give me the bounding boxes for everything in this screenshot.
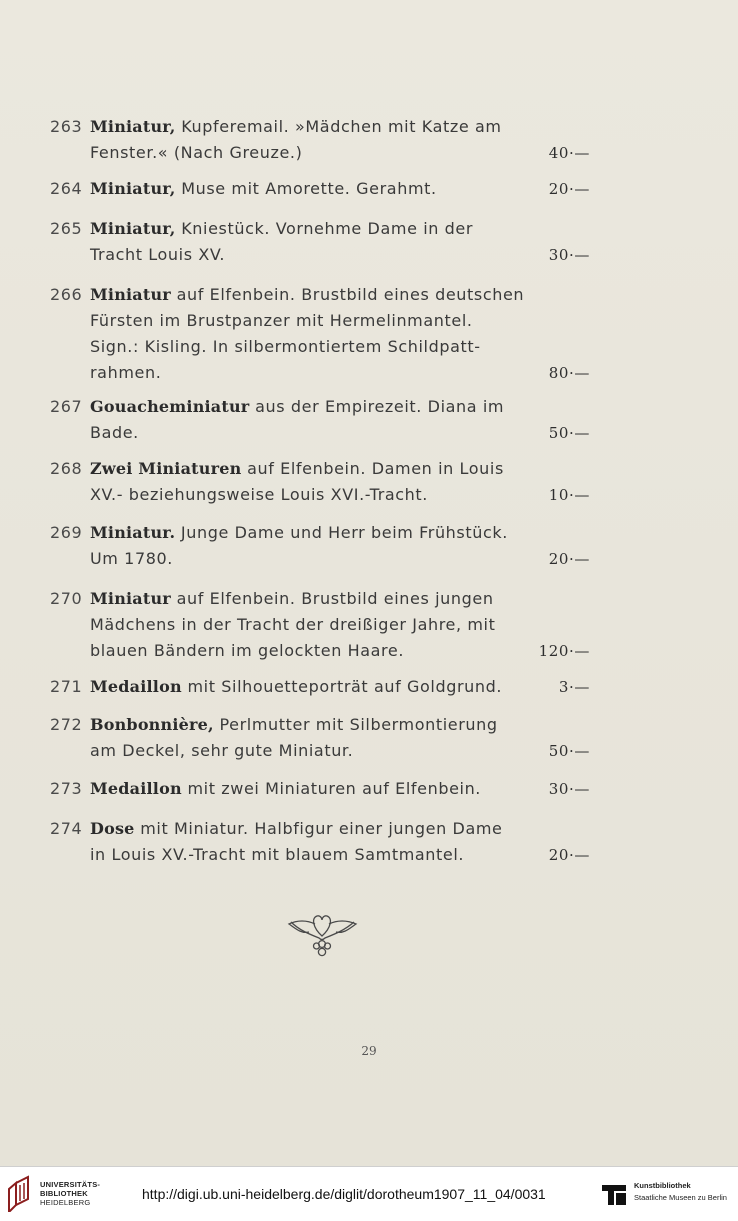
logo-right-line-2: Staatliche Museen zu Berlin [634, 1193, 727, 1202]
lot-description: Tracht Louis XV. [90, 245, 226, 264]
lot-description: XV.- beziehungsweise Louis XVI.-Tracht. [90, 485, 428, 504]
catalog-entry [50, 176, 590, 202]
lot-price: 40·— [548, 144, 590, 162]
lot-price: 20·— [548, 846, 590, 864]
lot-title: Miniatur [90, 589, 171, 608]
lot-description: mit Silhouetteporträt auf Goldgrund. [187, 677, 503, 696]
lot-number: 267 [50, 397, 83, 416]
catalog-entry [50, 712, 590, 764]
lot-number: 266 [50, 285, 83, 304]
entry-line [50, 176, 590, 202]
lot-description: mit Miniatur. Halbfigur einer jungen Dame [140, 819, 503, 838]
lot-description: in Louis XV.-Tracht mit blauem Samtmantel. [90, 845, 465, 864]
entry-text [90, 712, 498, 738]
catalog-entry [50, 394, 590, 446]
entry-line [50, 394, 590, 420]
lot-title: Miniatur. [90, 523, 176, 542]
entry-line [50, 638, 590, 664]
catalog-entry [50, 114, 590, 166]
catalog-entry [50, 776, 590, 802]
page-number: 29 [361, 1044, 377, 1058]
lot-description: auf Elfenbein. Damen in Louis [247, 459, 504, 478]
lot-price: 120·— [538, 642, 590, 660]
library-logo-icon [6, 1175, 36, 1213]
logo-right-line-1: Kunstbibliothek [634, 1181, 691, 1190]
entry-line [50, 712, 590, 738]
entry-line [50, 842, 590, 868]
logo-line-2: BIBLIOTHEK [40, 1189, 88, 1198]
lot-title: Bonbonnière, [90, 715, 214, 734]
entry-text [90, 586, 494, 612]
lot-description: Fenster.« (Nach Greuze.) [90, 143, 303, 162]
lot-number: 268 [50, 459, 83, 478]
entry-text [90, 520, 508, 546]
lot-description: rahmen. [90, 363, 162, 382]
lot-title: Miniatur [90, 285, 171, 304]
lot-description: Bade. [90, 423, 139, 442]
entry-line [50, 612, 590, 638]
museum-logo-icon [600, 1181, 628, 1209]
lot-description: Um 1780. [90, 549, 173, 568]
catalog-entry [50, 816, 590, 868]
source-url-link[interactable]: http://digi.ub.uni-heidelberg.de/diglit/dorotheum1907_11_04/0031 [142, 1186, 546, 1202]
lot-price: 10·— [548, 486, 590, 504]
entry-line [50, 776, 590, 802]
lot-title: Zwei Miniaturen [90, 459, 242, 478]
lot-description: Mädchens in der Tracht der dreißiger Jahre, mit [90, 615, 496, 634]
heart-ornament-icon [285, 908, 360, 960]
lot-price: 20·— [548, 180, 590, 198]
lot-description: aus der Empirezeit. Diana im [255, 397, 505, 416]
entry-text [90, 674, 502, 700]
lot-description: blauen Bändern im gelockten Haare. [90, 641, 405, 660]
logo-line-3: HEIDELBERG [40, 1198, 91, 1207]
catalog-entry [50, 520, 590, 572]
lot-description: Sign.: Kisling. In silbermontiertem Schildpatt- [90, 337, 481, 356]
entry-line [50, 482, 590, 508]
lot-description: Kniestück. Vornehme Dame in der [181, 219, 474, 238]
lot-price: 80·— [548, 364, 590, 382]
lot-number: 274 [50, 819, 83, 838]
entry-text [90, 456, 504, 482]
lot-title: Miniatur, [90, 117, 176, 136]
entry-line [50, 738, 590, 764]
logo-line-1: UNIVERSITÄTS- [40, 1180, 101, 1189]
lot-title: Miniatur, [90, 219, 176, 238]
lot-description: Junge Dame und Herr beim Frühstück. [180, 523, 508, 542]
lot-description: Fürsten im Brustpanzer mit Hermelinmantel. [90, 311, 473, 330]
catalog-entry [50, 674, 590, 700]
lot-title: Miniatur, [90, 179, 176, 198]
entry-text [90, 282, 524, 308]
lot-description: am Deckel, sehr gute Miniatur. [90, 741, 354, 760]
lot-description: Perlmutter mit Silbermontierung [219, 715, 498, 734]
catalog-entry [50, 456, 590, 508]
entry-line [50, 674, 590, 700]
entry-line [50, 334, 590, 360]
kunstbibliothek-logo[interactable] [600, 1173, 738, 1217]
lot-price: 30·— [548, 246, 590, 264]
lot-number: 273 [50, 779, 83, 798]
lot-title: Medaillon [90, 779, 182, 798]
catalog-entry [50, 282, 590, 386]
lot-title: Dose [90, 819, 135, 838]
entry-line [50, 114, 590, 140]
entry-line [50, 456, 590, 482]
entry-line [50, 360, 590, 386]
lot-price: 30·— [548, 780, 590, 798]
lot-description: Kupferemail. »Mädchen mit Katze am [181, 117, 502, 136]
lot-number: 269 [50, 523, 83, 542]
lot-number: 270 [50, 589, 83, 608]
lot-price: 50·— [548, 742, 590, 760]
footer-bar [0, 1166, 738, 1221]
lot-title: Medaillon [90, 677, 182, 696]
lot-description: Muse mit Amorette. Gerahmt. [181, 179, 437, 198]
lot-number: 265 [50, 219, 83, 238]
lot-number: 271 [50, 677, 83, 696]
lot-price: 50·— [548, 424, 590, 442]
entry-line [50, 140, 590, 166]
entry-text [90, 776, 481, 802]
entry-line [50, 520, 590, 546]
lot-number: 263 [50, 117, 83, 136]
lot-description: mit zwei Miniaturen auf Elfenbein. [187, 779, 481, 798]
catalog-entry [50, 216, 590, 268]
entry-line [50, 420, 590, 446]
ub-heidelberg-logo[interactable] [6, 1175, 126, 1215]
catalog-entry [50, 586, 590, 664]
lot-title: Gouacheminiatur [90, 397, 250, 416]
lot-price: 20·— [548, 550, 590, 568]
lot-description: auf Elfenbein. Brustbild eines jungen [176, 589, 494, 608]
entry-line [50, 546, 590, 572]
entry-line [50, 586, 590, 612]
entry-text [90, 216, 473, 242]
entry-text [90, 114, 502, 140]
entry-text [90, 394, 504, 420]
entry-line [50, 282, 590, 308]
entry-text [90, 816, 502, 842]
lot-price: 3·— [558, 678, 590, 696]
entry-line [50, 816, 590, 842]
entry-line [50, 308, 590, 334]
entry-line [50, 216, 590, 242]
entry-text [90, 176, 437, 202]
lot-number: 264 [50, 179, 83, 198]
entry-line [50, 242, 590, 268]
lot-description: auf Elfenbein. Brustbild eines deutschen [176, 285, 525, 304]
lot-number: 272 [50, 715, 83, 734]
